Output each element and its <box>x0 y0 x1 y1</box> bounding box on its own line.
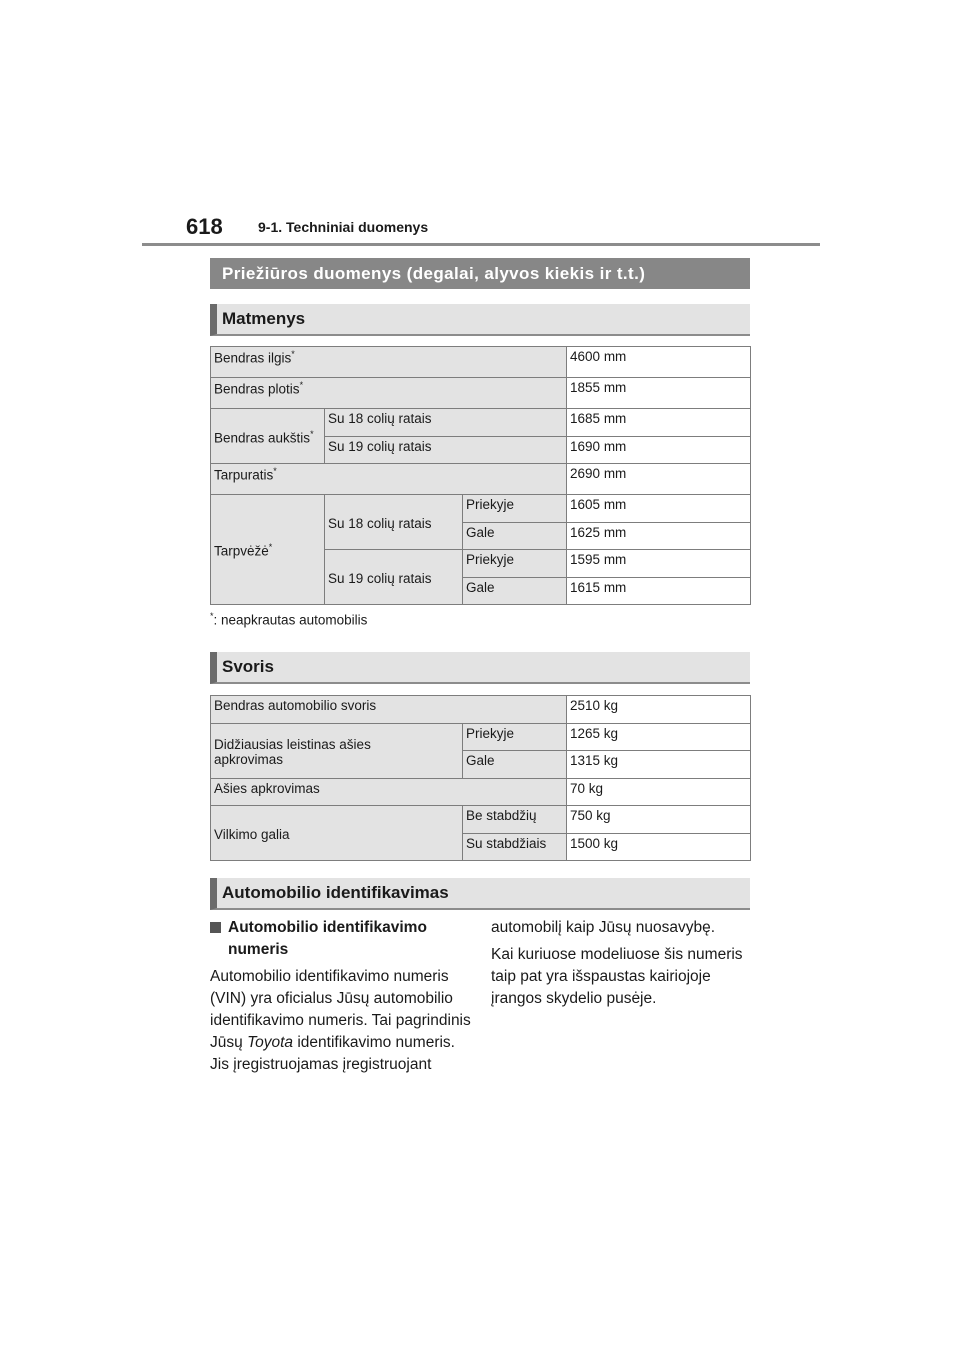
overall-length-label: Bendras ilgis* <box>211 347 567 378</box>
towing-value: 1500 kg <box>567 834 751 861</box>
tread-position: Gale <box>463 523 567 550</box>
identification-heading: Automobilio identifikavimas <box>210 878 750 910</box>
table-row <box>211 779 751 806</box>
right-column <box>491 917 753 1015</box>
brand-name: Toyota <box>247 1034 294 1051</box>
page-number: 618 <box>186 214 223 239</box>
axle-value: 1265 kg <box>567 724 751 751</box>
vin-location-paragraph: Kai kuriuose modeliuose šis numeris taip pat yra išspaustas kairiojoje įrangos skydelio pusėje. <box>491 946 743 1007</box>
tread-sub-label: Su 18 colių ratais <box>325 495 463 550</box>
section-banner: Priežiūros duomenys (degalai, alyvos kiekis ir t.t.) <box>210 258 750 289</box>
weight-table <box>210 695 751 861</box>
table-row <box>211 409 751 437</box>
weight-heading: Svoris <box>210 652 750 684</box>
towing-label: Vilkimo galia <box>211 806 463 861</box>
tread-value: 1625 mm <box>567 523 751 550</box>
wheelbase-label: Tarpuratis* <box>211 464 567 495</box>
tread-label: Tarpvėžė* <box>211 495 325 605</box>
tread-position: Priekyje <box>463 550 567 578</box>
tread-value: 1615 mm <box>567 578 751 605</box>
axle-load-label: Didžiausias leistinas ašies apkrovimas <box>211 724 463 779</box>
tread-position: Priekyje <box>463 495 567 523</box>
square-bullet-icon <box>210 922 221 933</box>
height-value: 1685 mm <box>567 409 751 437</box>
table-row <box>211 347 751 378</box>
overall-width-value: 1855 mm <box>567 378 751 409</box>
overall-width-label: Bendras plotis* <box>211 378 567 409</box>
vin-subheading: Automobilio identifikavimo numeris <box>210 917 472 961</box>
height-sub-label: Su 18 colių ratais <box>325 409 567 437</box>
axle-position: Gale <box>463 751 567 779</box>
header-rule <box>142 243 820 246</box>
axle-position: Priekyje <box>463 724 567 751</box>
tread-value: 1605 mm <box>567 495 751 523</box>
tread-value: 1595 mm <box>567 550 751 578</box>
left-column <box>210 917 472 1081</box>
table-row <box>211 724 751 751</box>
table-row <box>211 378 751 409</box>
table-row <box>211 696 751 724</box>
overall-height-label: Bendras aukštis* <box>211 409 325 464</box>
vin-paragraph: Automobilio identifikavimo numeris (VIN) yra oficialus Jūsų automobilio identifikavimo numeris. Tai pagrindinis Jūsų Toyota identifikavimo numeris. Jis įregistruojamas įregistruojant <box>210 968 471 1073</box>
height-sub-label: Su 19 colių ratais <box>325 437 567 464</box>
table-row <box>211 495 751 523</box>
towing-type: Su stabdžiais <box>463 834 567 861</box>
overall-length-value: 4600 mm <box>567 347 751 378</box>
gross-weight-label: Bendras automobilio svoris <box>211 696 567 724</box>
tread-position: Gale <box>463 578 567 605</box>
wheelbase-value: 2690 mm <box>567 464 751 495</box>
dimensions-heading: Matmenys <box>210 304 750 336</box>
height-value: 1690 mm <box>567 437 751 464</box>
table-row <box>211 464 751 495</box>
ball-load-value: 70 kg <box>567 779 751 806</box>
tread-sub-label: Su 19 colių ratais <box>325 550 463 605</box>
towing-type: Be stabdžių <box>463 806 567 834</box>
ball-load-label: Ašies apkrovimas <box>211 779 567 806</box>
dimensions-table <box>210 346 751 605</box>
gross-weight-value: 2510 kg <box>567 696 751 724</box>
vin-paragraph-continued: automobilį kaip Jūsų nuosavybę. <box>491 919 716 936</box>
footnote: *: neapkrautas automobilis <box>210 611 368 628</box>
chapter-title: 9-1. Techniniai duomenys <box>258 219 429 235</box>
towing-value: 750 kg <box>567 806 751 834</box>
axle-value: 1315 kg <box>567 751 751 779</box>
table-row <box>211 806 751 834</box>
